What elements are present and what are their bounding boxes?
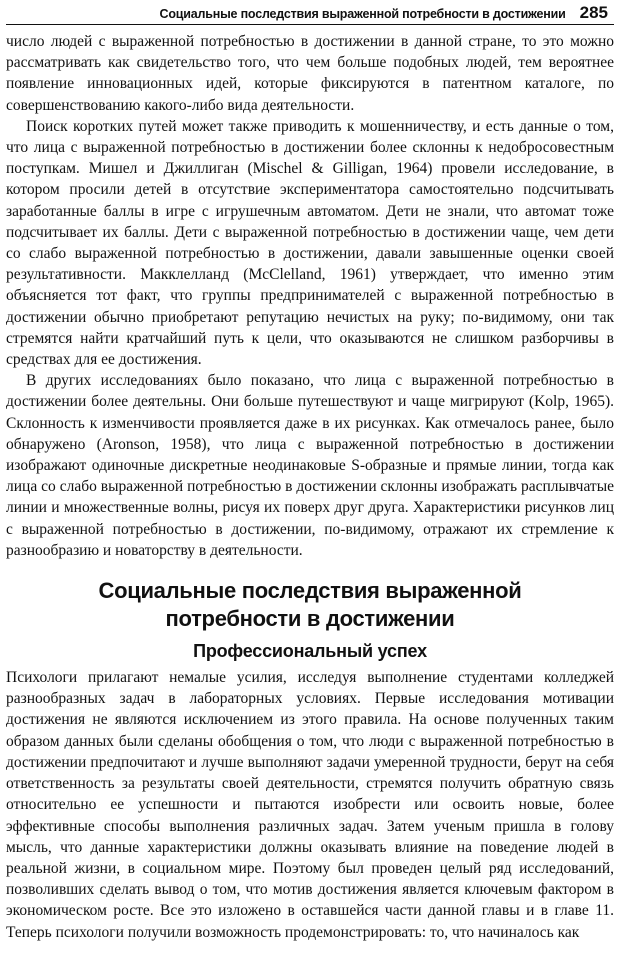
section-heading-line1: Социальные последствия выраженной — [98, 578, 522, 604]
paragraph-cheating: Поиск коротких путей может также приводить к мошенничеству, и есть данные о том, что лица с выраженной потребностью в достижении более склонны к недобросовестным поступкам. Мишел и Джиллиган (Mischel & Gilligan, 1964) провели исследование, в котором просили детей в отсутствие экспериментатора самостоятельно подсчитывать заработанные баллы в игре с игрушечным автоматом. Дети не знали, что автомат тоже подсчитывает их баллы. Дети с выраженной потребностью в достижении чаще, чем дети со слабо выраженной потребностью в достижении, давали завышенные оценки своей результативности. Макклелланд (McClelland, 1961) утверждает, что именно этим объясняется тот факт, что группы предпринимателей с выраженной потребностью в достижении обычно приобретают репутацию нечистых на руку; по-видимому, они так стремятся найти кратчайший путь к цели, что оказываются не слишком разборчивы в средствах для ее достижения. — [6, 117, 614, 369]
running-title: Социальные последствия выраженной потребности в достижении — [159, 7, 566, 21]
paragraph-activity: В других исследованиях было показано, что лица с выраженной потребностью в достижении более деятельны. Они больше путешествуют и чаще мигрируют (Kolp, 1965). Склонность к изменчивости проявляется даже в их рисунках. Как отмечалось ранее, было обнаружено (Aronson, 1958), что лица с выраженной потребностью в достижении изображают одиночные дискретные неодинаковые S-образные и прямые линии, тогда как лица со слабо выраженной потребностью в достижении склонны изображать расплывчатые линии и множественные волны, рисуя их поверх друг друга. Характеристики рисунков лиц с выраженной потребностью в достижении, по-видимому, отражают их стремление к разнообразию и новаторству в деятельности. — [6, 372, 614, 559]
page-number: 285 — [579, 3, 608, 22]
paragraph-continuation: число людей с выраженной потребностью в достижении в данной стране, то это можно рассматривать как свидетельство того, что чем больше подобных людей, тем вероятнее появление инновационных идей, которые фиксируются в патентном каталоге, по совершенствованию какого-либо вида деятельности. — [6, 33, 614, 114]
paragraph-professional-success: Психологи прилагают немалые усилия, исследуя выполнение студентами колледжей разнообразных задач в лабораторных условиях. Первые исследования мотивации достижения не являются исключением из этого правила. На основе полученных таким образом данных были сделаны обобщения о том, что люди с выраженной потребностью в достижении предпочитают и лучше выполняют задачи умеренной трудности, берут на себя ответственность за результаты своей деятельности, стремятся получить обратную связь относительно ее успешности и пытаются изобрести или освоить новые, более эффективные способы выполнения различных задач. Затем ученым пришла в голову мысль, что данные характеристики должны оказывать влияние на поведение людей в реальной жизни, в социальном мире. Поэтому был проведен целый ряд исследований, позволивших сделать вывод о том, что мотив достижения является ключевым фактором в экономическом росте. Все это изложено в оставшейся части данной главы и в главе 11. Теперь психологи получили возможность продемонстрировать: то, что начиналось как — [6, 669, 614, 941]
section-heading-line2: потребности в достижении — [165, 606, 455, 632]
subsection-heading: Профессиональный успех — [193, 641, 427, 662]
section-heading — [6, 577, 614, 633]
running-header — [6, 0, 614, 25]
